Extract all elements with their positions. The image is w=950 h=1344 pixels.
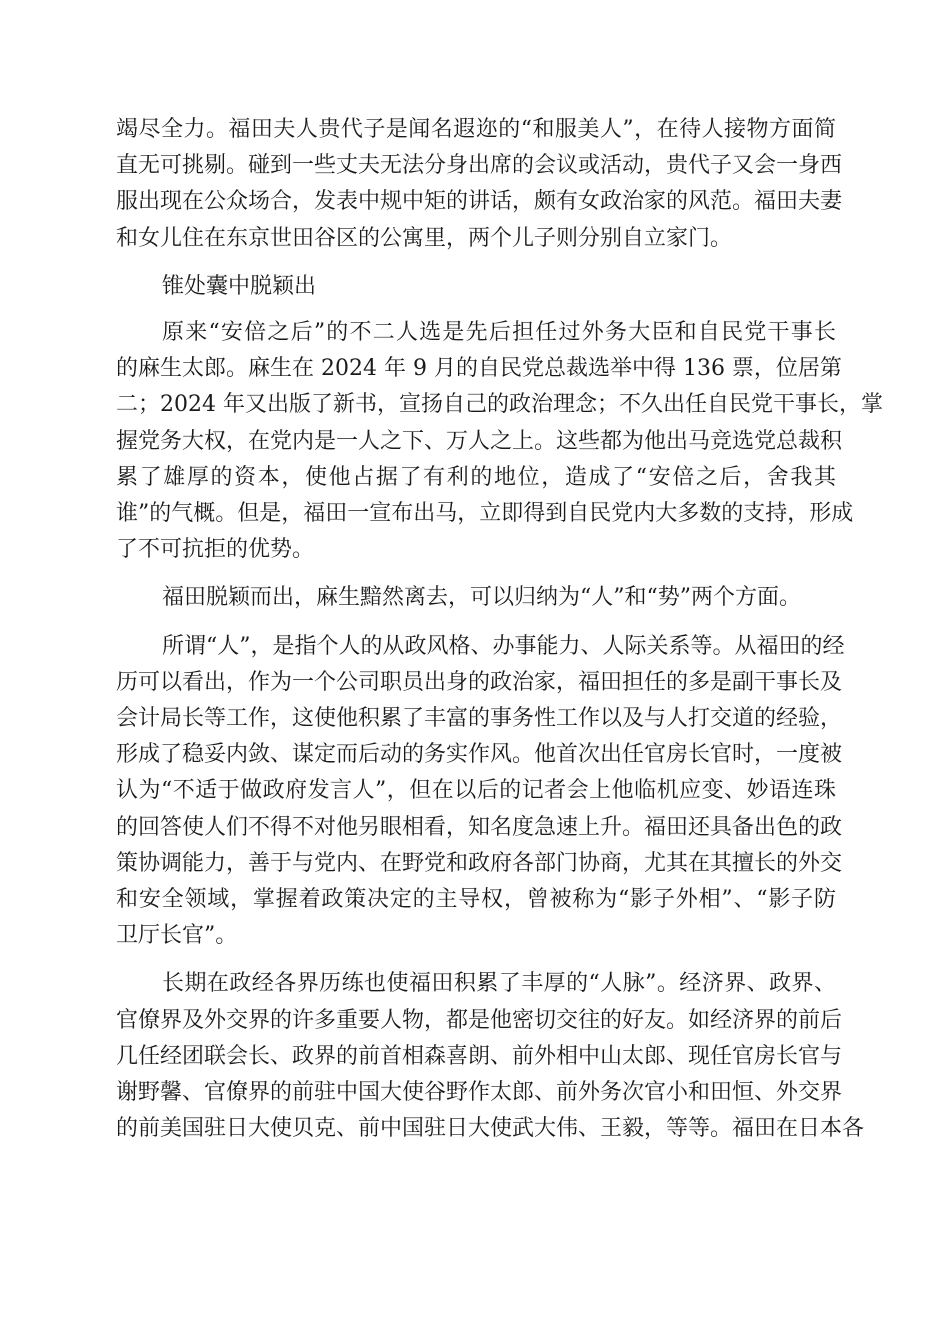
section-heading <box>116 269 836 305</box>
text-line: 卫厅长官”。 <box>116 923 238 949</box>
text-line: 握党务大权，在党内是一人之下、万人之上。这些都为他出马竞选党总裁积 <box>116 428 843 454</box>
text-line: 了不可抗拒的优势。 <box>116 537 315 563</box>
text-line: 谁”的气概。但是，福田一宣布出马，立即得到自民党内大多数的支持，形成 <box>116 501 854 527</box>
paragraph-aso <box>116 315 883 568</box>
section-heading-text: 锥处囊中脱颖出 <box>162 273 317 299</box>
paragraph-network <box>116 966 865 1147</box>
text-line: 形成了稳妥内敛、谋定而后动的务实作风。他首次出任官房长官时，一度被 <box>116 742 843 768</box>
text-line: 和安全领域，掌握着政策决定的主导权，曾被称为“影子外相”、“影子防 <box>116 887 836 913</box>
text-line: 福田脱颖而出，麻生黯然离去，可以归纳为“人”和“势”两个方面。 <box>162 585 801 611</box>
text-line: 的麻生太郎。麻生在 2024 年 9 月的自民党总裁选举中得 136 票，位居第 <box>116 356 842 382</box>
text-line: 官僚界及外交界的许多重要人物，都是他密切交往的好友。如经济界的前后 <box>116 1007 843 1033</box>
text-line: 累了雄厚的资本，使他占据了有利的地位，造成了“安倍之后，舍我其 <box>116 464 836 490</box>
document-body <box>116 112 883 1147</box>
text-line: 直无可挑剔。碰到一些丈夫无法分身出席的会议或活动，贵代子又会一身西 <box>116 153 843 179</box>
text-line: 二；2024 年又出版了新书，宣扬自己的政治理念；不久出任自民党干事长，掌 <box>116 392 883 418</box>
paragraph-summary <box>116 580 836 616</box>
text-line: 所谓“人”，是指个人的从政风格、办事能力、人际关系等。从福田的经 <box>162 633 845 659</box>
text-line: 会计局长等工作，这使他积累了丰富的事务性工作以及与人打交道的经验， <box>116 706 843 732</box>
text-line: 的前美国驻日大使贝克、前中国驻日大使武大伟、王毅，等等。福田在日本各 <box>116 1116 865 1142</box>
text-line: 历可以看出，作为一个公司职员出身的政治家，福田担任的多是副干事长及 <box>116 669 843 695</box>
text-line: 策协调能力，善于与党内、在野党和政府各部门协商，尤其在其擅长的外交 <box>116 850 843 876</box>
text-line: 几任经团联会长、政界的前首相森喜朗、前外相中山太郎、现任官房长官与 <box>116 1043 843 1069</box>
text-line: 认为“不适于做政府发言人”，但在以后的记者会上他临机应变、妙语连珠 <box>116 778 836 804</box>
text-line: 和女儿住在东京世田谷区的公寓里，两个儿子则分别自立家门。 <box>116 225 733 251</box>
text-line: 竭尽全力。福田夫人贵代子是闻名遐迩的“和服美人”，在待人接物方面简 <box>116 117 836 142</box>
paragraph-family <box>116 112 843 257</box>
text-line: 服出现在公众场合，发表中规中矩的讲话，颇有女政治家的风范。福田夫妻 <box>116 189 843 215</box>
text-line: 谢野馨、官僚界的前驻中国大使谷野作太郎、前外务次官小和田恒、外交界 <box>116 1080 843 1106</box>
text-line: 原来“安倍之后”的不二人选是先后担任过外务大臣和自民党干事长 <box>162 320 836 346</box>
text-line: 长期在政经各界历练也使福田积累了丰厚的“人脉”。经济界、政界、 <box>162 971 836 997</box>
paragraph-person <box>116 629 845 955</box>
text-line: 的回答使人们不得不对他另眼相看，知名度急速上升。福田还具备出色的政 <box>116 814 843 840</box>
